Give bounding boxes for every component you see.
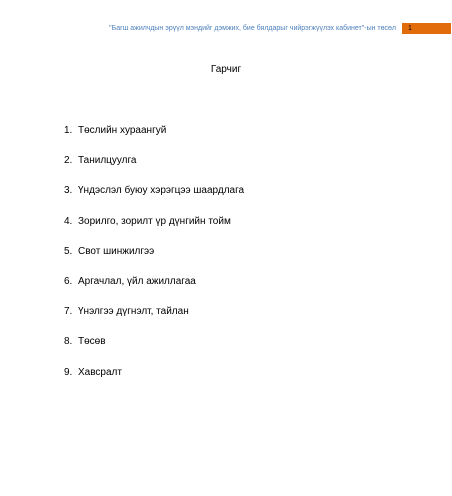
page-title: Гарчиг: [210, 64, 242, 75]
toc-number: 9.: [64, 366, 73, 378]
toc-number: 3.: [64, 185, 73, 197]
toc-label: Төсөв: [78, 336, 106, 348]
header-title: "Багш ажилчдын эрүүл мэндийг дэмжих, бие бялдарыг чийрэгжүүлэх кабинет"-ын төсөл: [109, 25, 396, 32]
toc-item: [64, 154, 244, 184]
toc-number: 8.: [64, 336, 73, 348]
toc-item: [64, 184, 244, 214]
toc-number: 6.: [64, 275, 73, 287]
toc-label: Төслийн хураангуй: [78, 125, 167, 136]
table-of-contents: [64, 124, 244, 396]
toc-label: Танилцуулга: [78, 155, 137, 167]
toc-item: [64, 305, 244, 335]
toc-item: [64, 215, 244, 245]
toc-label: Свот шинжилгээ: [78, 245, 155, 257]
toc-number: 4.: [64, 215, 73, 227]
page-header: [0, 23, 452, 35]
toc-number: 2.: [64, 155, 73, 167]
toc-label: Үнэлгээ дүгнэлт, тайлан: [78, 306, 189, 318]
toc-item: [64, 275, 244, 305]
toc-label: Хавсралт: [78, 366, 122, 378]
toc-number: 5.: [64, 245, 73, 257]
toc-number: 7.: [64, 306, 73, 318]
toc-label: Аргачлал, үйл ажиллагаа: [78, 275, 196, 287]
page-number-badge: 1: [402, 23, 451, 34]
toc-item: [64, 124, 244, 154]
toc-number: 1.: [64, 125, 73, 136]
toc-item: [64, 335, 244, 365]
toc-item: [64, 245, 244, 275]
toc-label: Үндэслэл буюу хэрэгцээ шаардлага: [78, 185, 245, 197]
toc-item: [64, 366, 244, 396]
toc-label: Зорилго, зорилт үр дүнгийн тойм: [78, 215, 231, 227]
